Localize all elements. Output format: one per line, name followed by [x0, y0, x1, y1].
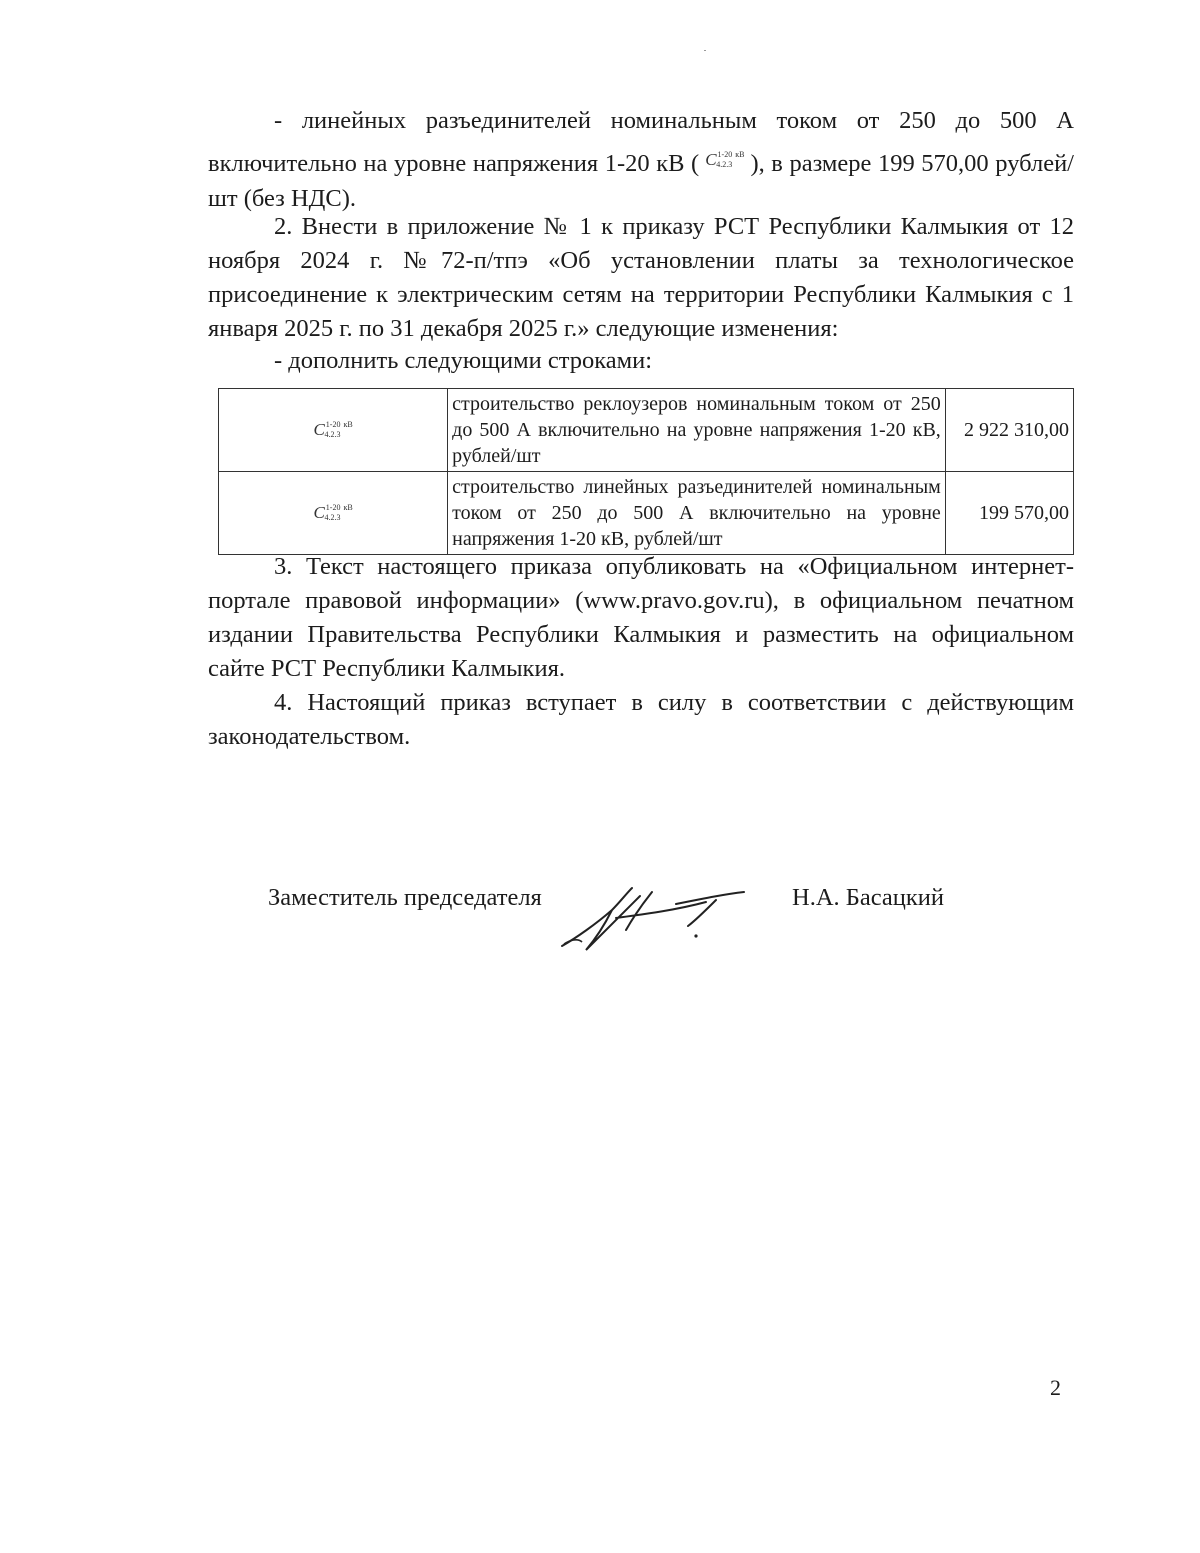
tariff-symbol: $C^{1-20}_{4.2.3}^{кВ}$	[313, 503, 353, 522]
symbol-cell	[219, 472, 448, 555]
paragraph-item-3: 3. Текст настоящего приказа опубликовать на «Официальном интернет-портале правовой информации» (www.pravo.gov.ru), в официальном печатном издании Правительства Республики Калмыкия и разместить на официальном сайте РСТ Республики Калмыкия.	[208, 553, 1074, 682]
tariff-symbol: $C^{1-20}_{4.2.3}^{кВ}$	[313, 420, 353, 439]
signatory-name: Н.А. Басацкий	[792, 884, 944, 911]
description-cell: строительство линейных разъединителей номинальным током от 250 до 500 А включительно на уровне напряжения 1-20 кВ, рублей/шт	[448, 472, 946, 555]
paragraph-item-4: 4. Настоящий приказ вступает в силу в соответствии с действующим законодательством.	[208, 689, 1074, 750]
rates-table	[218, 388, 1074, 555]
tariff-symbol: $C^{1-20}_{4.2.3}^{кВ}$	[705, 150, 745, 169]
table-row	[219, 389, 1074, 472]
paragraph-disconnectors-text-end: ), в размере 199 570,00 рублей/шт (без НДС).	[208, 150, 1074, 212]
handwritten-signature	[556, 880, 756, 960]
description-cell: строительство реклоузеров номинальным током от 250 до 500 А включительно на уровне напряжения 1-20 кВ, рублей/шт	[448, 389, 946, 472]
value-cell: 2 922 310,00	[945, 389, 1073, 472]
paragraph-add-rows: - дополнить следующими строками:	[274, 347, 653, 374]
scan-speck	[704, 50, 706, 51]
paragraph-disconnectors-text-start: - линейных разъединителей номинальным током от 250 до 500 А включительно на уровне напряжения 1-20 кВ (	[208, 107, 1074, 177]
page-number: 2	[1050, 1375, 1061, 1400]
paragraph-disconnectors	[208, 104, 1074, 216]
value-cell: 199 570,00	[945, 472, 1073, 555]
symbol-cell	[219, 389, 448, 472]
table-row	[219, 472, 1074, 555]
paragraph-item-2: 2. Внести в приложение № 1 к приказу РСТ Республики Калмыкия от 12 ноября 2024 г. №72-п/тпэ «Об установлении платы за технологическое присоединение к электрическим сетям на территории Республики Калмыкия с 1 января 2025 г. по 31 декабря 2025 г.» следующие изменения:	[208, 213, 1074, 342]
signatory-position: Заместитель председателя	[268, 884, 542, 911]
